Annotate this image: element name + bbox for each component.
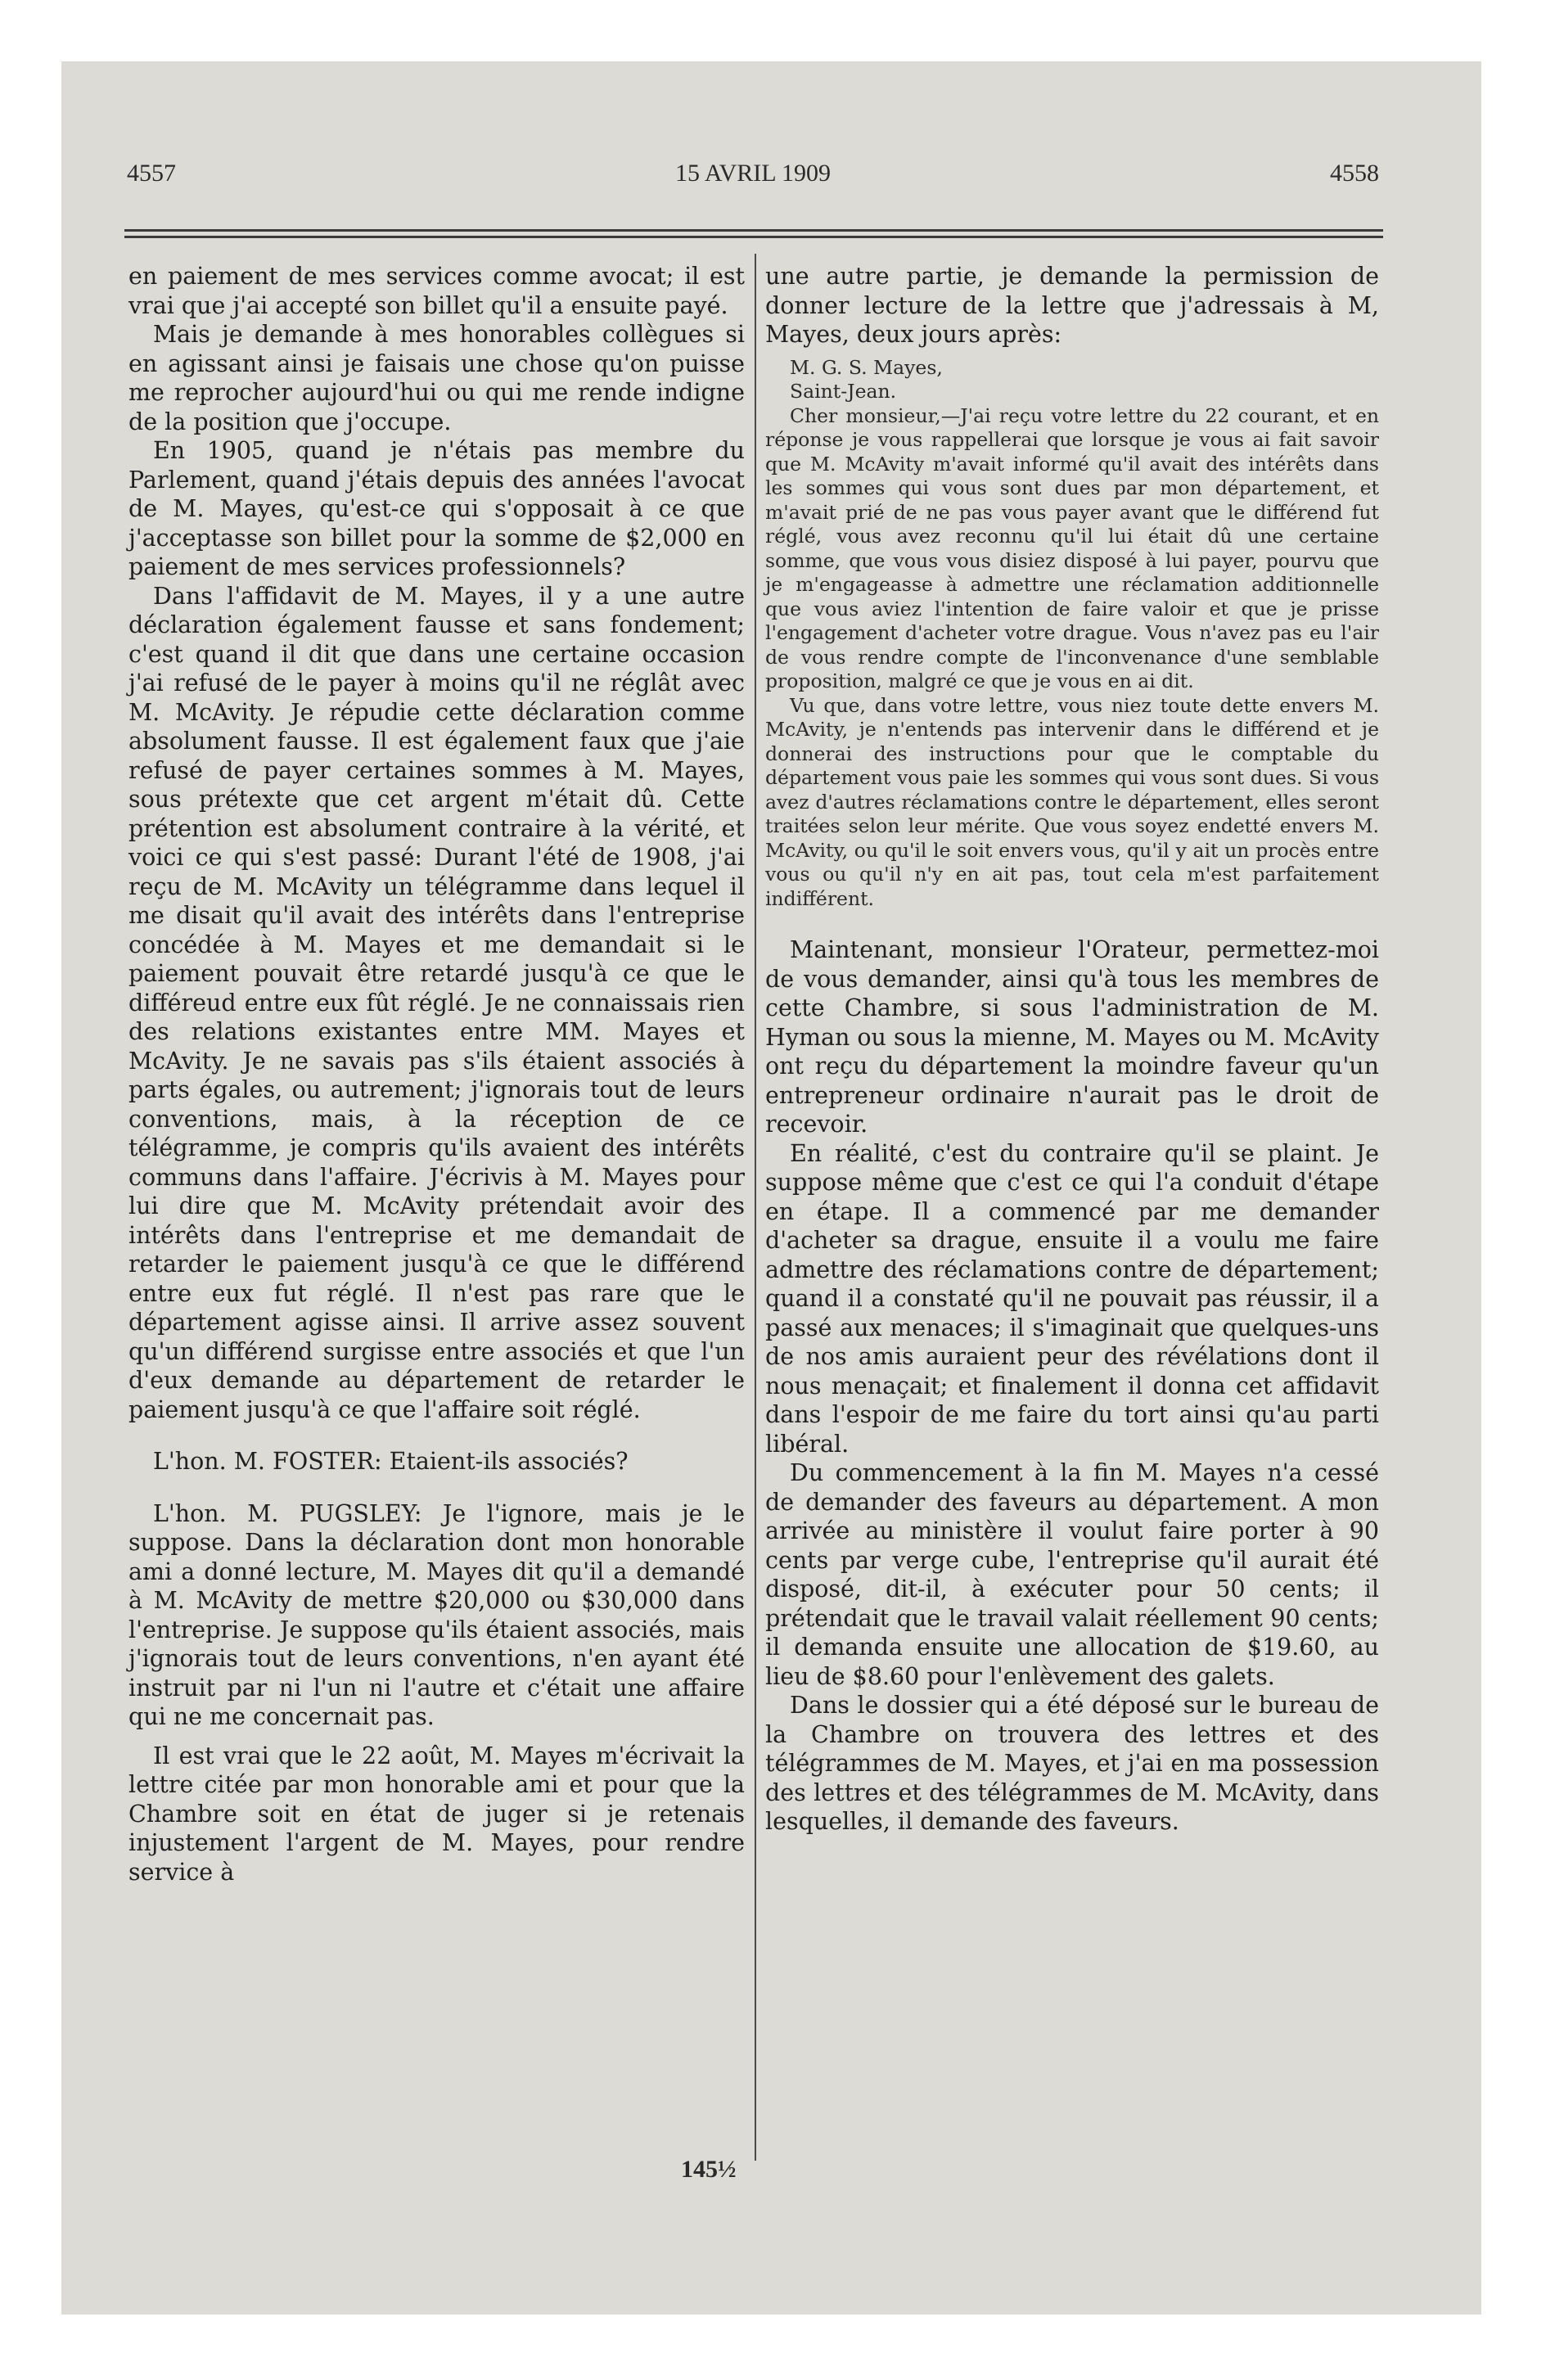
paragraph: Dans le dossier qui a été déposé sur le bureau de la Chambre on trouvera des lettres et des télégrammes de M. Mayes, et j'ai en ma possession des lettres et des télégrammes de M. McAvity, dans lesquelles, il demande des faveurs. xyxy=(765,1692,1379,1835)
left-page-number: 4557 xyxy=(127,160,176,187)
paragraph: En 1905, quand je n'étais pas membre du Parlement, quand j'étais depuis des années l'avocat de M. Mayes, qu'est-ce qui s'opposait à ce que j'acceptasse son billet pour la somme de $2,000 en paiement de mes services professionnels? xyxy=(128,437,745,580)
signature-mark: 145½ xyxy=(681,2156,737,2183)
right-page-number: 4558 xyxy=(1330,160,1379,187)
letter-addressee: M. G. S. Mayes, xyxy=(790,355,943,379)
speaker-paragraph: L'hon. M. PUGSLEY: Je l'ignore, mais je le suppose. Dans la déclaration dont mon honorable ami a donné lecture, M. Mayes dit qu'il a demandé à M. McAvity de mettre $20,000 ou $30,000 dans l'entreprise. Je suppose qu'ils étaient associés, mais j'ignorais tout de leurs conventions, n'en ayant été instruit par ni l'un ni l'autre et c'était une affaire qui ne me concernait pas. xyxy=(128,1499,745,1730)
paragraph: une autre partie, je demande la permission de donner lecture de la lettre que j'adressais à M, Mayes, deux jours après: xyxy=(765,263,1379,348)
paragraph: Il est vrai que le 22 août, M. Mayes m'écrivait la lettre citée par mon honorable ami et pour que la Chambre soit en état de juger si je retenais injustement l'argent de M. Mayes, pour rendre service à xyxy=(128,1742,745,1886)
paragraph: En réalité, c'est du contraire qu'il se plaint. Je suppose même que c'est ce qui l'a conduit d'étape en étape. Il a commencé par me demander d'acheter sa drague, ensuite il a voulu me faire admettre des réclamations contre de département; quand il a constaté qu'il ne pouvait pas réussir, il a passé aux menaces; il s'imaginait que quelques-uns de nos amis auraient peur des révélations dont il nous menaçait; et finalement il donna cet affidavit dans l'espoir de me faire du tort ainsi qu'au parti libéral. xyxy=(765,1139,1379,1458)
paragraph: Du commencement à la fin M. Mayes n'a cessé de demander des faveurs au département. A mon arrivée au ministère il voulut faire porter à 90 cents par verge cube, l'entreprise qu'il aurait été disposé, dit-il, à exécuter pour 50 cents; il prétendait que le travail valait réellement 90 cents; il demanda ensuite une allocation de $19.60, au lieu de $8.60 pour l'enlèvement des galets. xyxy=(765,1459,1379,1690)
letter-paragraph: Vu que, dans votre lettre, vous niez toute dette envers M. McAvity, je n'entends pas intervenir dans le différend et je donnerai des instructions pour que le comptable du département vous paie les sommes qui vous sont dues. Si vous avez d'autres réclamations contre le département, elles seront traitées selon leur mérite. Que vous soyez endetté envers M. McAvity, ou qu'il le soit envers vous, qu'il y ait un procès entre vous ou qu'il n'y en ait pas, tout cela m'est parfaitement indifférent. xyxy=(765,693,1379,910)
page-header xyxy=(127,160,1379,192)
header-rule-double xyxy=(124,236,1383,238)
right-column xyxy=(765,262,1379,1837)
paragraph: en paiement de mes services comme avocat; il est vrai que j'ai accepté son billet qu'il a ensuite payé. xyxy=(128,263,745,319)
letter-place: Saint-Jean. xyxy=(790,380,897,403)
paragraph: Dans l'affidavit de M. Mayes, il y a une autre déclaration également fausse et sans fondement; c'est quand il dit que dans une certaine occasion j'ai refusé de le payer à moins qu'il ne réglât avec M. McAvity. Je répudie cette déclaration comme absolument fausse. Il est également faux que j'aie refusé de payer certaines sommes à M. Mayes, sous prétexte que cet argent m'était dû. Cette prétention est absolument contraire à la vérité, et voici ce qui s'est passé: Durant l'été de 1908, j'ai reçu de M. McAvity un télégramme dans lequel il me disait qu'il avait des intérêts dans l'entreprise concédée à M. Mayes et me demandait si le paiement pouvait être retardé jusqu'à ce que le différeud entre eux fût réglé. Je ne connaissais rien des relations existantes entre MM. Mayes et McAvity. Je ne savais pas s'ils étaient associés à parts égales, ou autrement; j'ignorais tout de leurs conventions, mais, à la réception de ce télégramme, je compris qu'ils avaient des intérêts communs dans l'affaire. J'écrivis à M. Mayes pour lui dire que M. McAvity prétendait avoir des intérêts dans l'entreprise et me demandait de retarder le paiement jusqu'à ce que le différend entre eux fut réglé. Il n'est pas rare que le département agisse ainsi. Il arrive assez souvent qu'un différend surgisse entre associés et que l'un d'eux demande au département de retarder le paiement jusqu'à ce que l'affaire soit réglé. xyxy=(128,582,745,1423)
column-divider xyxy=(755,254,756,2161)
page-date: 15 AVRIL 1909 xyxy=(674,160,832,187)
letter-paragraph: Cher monsieur,—J'ai reçu votre lettre du 22 courant, et en réponse je vous rappellerai que lorsque je vous ai fait savoir que M. McAvity m'avait informé qu'il avait des intérêts dans les sommes qui vous sont dues par mon département, et m'avait prié de ne pas vous payer avant que le différend fut réglé, vous avez reconnu qu'il lui était dû une certaine somme, que vous vous disiez disposé à lui payer, pourvu que je m'engageasse à admettre une réclamation additionnelle que vous aviez l'intention de faire valoir et que je prisse l'engagement d'acheter votre drague. Vous n'avez pas eu l'air de vous rendre compte de l'inconvenance d'une semblable proposition, malgré ce que je vous en ai dit. xyxy=(765,403,1379,692)
left-column xyxy=(128,262,745,1886)
paragraph: Maintenant, monsieur l'Orateur, permettez-moi de vous demander, ainsi qu'à tous les membres de cette Chambre, si sous l'administration de M. Hyman ou sous la mienne, M. Mayes ou M. McAvity ont reçu du département la moindre faveur qu'un entrepreneur ordinaire n'aurait pas le droit de recevoir. xyxy=(765,936,1379,1138)
paragraph: Mais je demande à mes honorables collègues si en agissant ainsi je faisais une chose qu'on puisse me reprocher aujourd'hui ou qui me rende indigne de la position que j'occupe. xyxy=(128,321,745,435)
speaker-line: L'hon. M. FOSTER: Etaient-ils associés? xyxy=(153,1448,629,1475)
header-rule xyxy=(124,229,1383,232)
